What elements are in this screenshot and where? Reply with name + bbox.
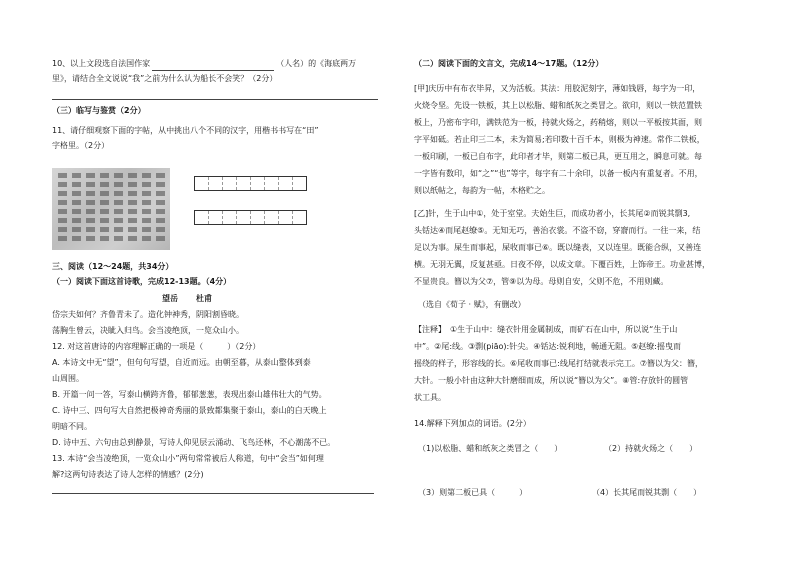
passage-source: （选自《荀子 · 赋》，有删改） bbox=[418, 300, 526, 309]
passage-jia-line: 一板印刷，一板已自布字，此印者才毕，则第二板已具，更互用之，瞬息可就。每 bbox=[414, 152, 702, 161]
reading-section-title: 三、阅读（12～24题，共34分） bbox=[52, 262, 174, 271]
q12-option-a-line-2: 山周围。 bbox=[52, 374, 84, 383]
section-2-title: （二）阅读下面的文言文，完成14～17题。（12分） bbox=[414, 59, 604, 68]
passage-yi-line: 不显贵良。簪以为父⑦，管⑨以为母。母则自安，父则不危，不用则藏。 bbox=[414, 277, 669, 286]
annotation-line: 摇绕的样子，形容线的长。⑥尾收而事已:线尾打结就表示完工。⑦簪以为父：簪， bbox=[414, 359, 704, 368]
passage-jia-line: 板上，乃密布字印，满铁范为一板，持就火炀之，药稍熔，则以一平板按其面，则 bbox=[414, 118, 702, 127]
question-11-line-1: 11、请仔细观察下面的字帖，从中挑出八个不同的汉字，用楷书书写在“田” bbox=[52, 126, 319, 135]
q12-option-d: D. 诗中五、六句由总到静景，写诗人仰见层云涌动、飞鸟还林，不心潮荡不已。 bbox=[52, 438, 336, 447]
poem-title: 望岳 bbox=[162, 294, 178, 303]
q14-item-1[interactable]: （1)以松脂、蜡和纸灰之类冒之（ ） bbox=[418, 444, 563, 453]
answer-line[interactable] bbox=[52, 493, 374, 494]
passage-jia-line: [甲]庆历中有布衣毕昇，又为活板。其法：用胶泥刻字，薄如钱唇，每字为一印， bbox=[414, 84, 701, 93]
passage-yi-line: 足以为事。屎生而事起，屎收而事已⑥。既以缝表，又以连里。既能合纵，又善连 bbox=[414, 243, 702, 252]
poem-author: 杜甫 bbox=[196, 294, 212, 303]
q12-option-b: B. 开篇一问一答，写泰山横跨齐鲁，郁郁葱葱，表现出泰山雄伟壮大的气势。 bbox=[52, 390, 327, 399]
poem-line-1: 岱宗夫如何？齐鲁青未了。造化钟神秀，阴阳割昏晓。 bbox=[52, 310, 244, 319]
annotation-line: 【注释】 ①生于山中：缝衣针用金属制成，而矿石在山中，所以说“生于山 bbox=[414, 325, 678, 334]
q14-item-4[interactable]: （4）长其尾而锐其剽（ ） bbox=[592, 488, 702, 497]
question-10-line-1 bbox=[52, 56, 356, 71]
poem-line-2: 荡胸生曾云，决眦入归鸟。会当凌绝顶，一览众山小。 bbox=[52, 326, 244, 335]
calligraphy-copybook-image bbox=[52, 168, 170, 250]
q14-item-2[interactable]: （2）持就火炀之（ ） bbox=[604, 444, 698, 453]
section-3-title: （三）临写与鉴赏（2分） bbox=[52, 106, 146, 115]
annotation-line: 状工具。 bbox=[414, 393, 446, 402]
q12-option-a-line-1: A. 本诗文中无“望”，但句句写望，自近而远。由朝至暮，从泰山整体到泰 bbox=[52, 358, 311, 367]
question-13-line-2: 解?这两句诗表达了诗人怎样的情感？(2分) bbox=[52, 470, 204, 479]
poem-section-intro: （一）阅读下面这首诗歌，完成12-13题。（4分） bbox=[52, 277, 232, 286]
passage-jia-line: 一字皆有数印，如“之”“也”等字，每字有二十余印，以备一板内有重复者。不用， bbox=[414, 169, 703, 178]
question-10-line-2: 里》，请结合全文说说“我”之前为什么认为船长不会笑？（2分） bbox=[52, 74, 278, 83]
tianzige-grid-row-1[interactable] bbox=[194, 176, 307, 191]
q10-text-b: （人名）的《海底两万 bbox=[276, 59, 357, 68]
passage-jia-line: 则以纸帖之，每韵为一帖，木格贮之。 bbox=[414, 186, 550, 195]
annotation-line: 大针。一般小针由这种大针磨细而成，所以说“簪以为父”。⑧管:存放针的圆管 bbox=[414, 376, 689, 385]
question-13-line-1: 13. 本诗“会当凌绝顶，一览众山小”两句常常被后人称道，句中“会当”如何理 bbox=[52, 454, 324, 463]
passage-jia-line: 字平如砥。若止印三二本，未为简易;若印数十百千本，则极为神速。常作二铁板， bbox=[414, 135, 705, 144]
passage-yi-line: [乙]针，生于山中①，处于室堂。夫始生巨，而成功者小，长其尾②而锐其剽3, bbox=[414, 209, 691, 218]
annotation-line: 中”。②尾:线。③剽(piāo):针尖。④铦达:锐利地，畅通无阻。⑤赵缭:摇曳而 bbox=[414, 342, 681, 351]
q12-option-c-line-2: 明暗不同。 bbox=[52, 422, 92, 431]
question-11-line-2: 字格里。（2分） bbox=[52, 141, 110, 150]
q10-text-a: 10、以上文段选自法国作家 bbox=[52, 59, 151, 68]
tianzige-grid-row-2[interactable] bbox=[194, 210, 307, 225]
question-12: 12. 对这首唐诗的内容理解正确的一项是（ ）（2分） bbox=[52, 342, 261, 351]
question-14: 14.解释下列加点的词语。(2分） bbox=[414, 419, 531, 428]
passage-yi-line: 头铦达④而尾赵缭⑤。无知无巧，善治衣裳。不盗不窃，穿窬而行。一往一来，结 bbox=[414, 226, 701, 235]
q10-answer-blank[interactable] bbox=[152, 60, 274, 71]
passage-jia-line: 火烧令坚。先设一铁板，其上以松脂、蜡和纸灰之类冒之。欲印，则以一铁范置铁 bbox=[414, 101, 702, 110]
answer-line[interactable] bbox=[52, 99, 378, 100]
q12-option-c-line-1: C. 诗中三、四句写大自然把极神奇秀丽的景致都集聚于泰山，泰山的白天晚上 bbox=[52, 406, 327, 415]
q14-item-3[interactable]: （3）则第二板已具（ ） bbox=[418, 488, 528, 497]
passage-yi-line: 横。无羽无翼，反复甚亟。日夜不停，以成文章。下覆百姓，上饰帝王。功业甚博， bbox=[414, 260, 710, 269]
